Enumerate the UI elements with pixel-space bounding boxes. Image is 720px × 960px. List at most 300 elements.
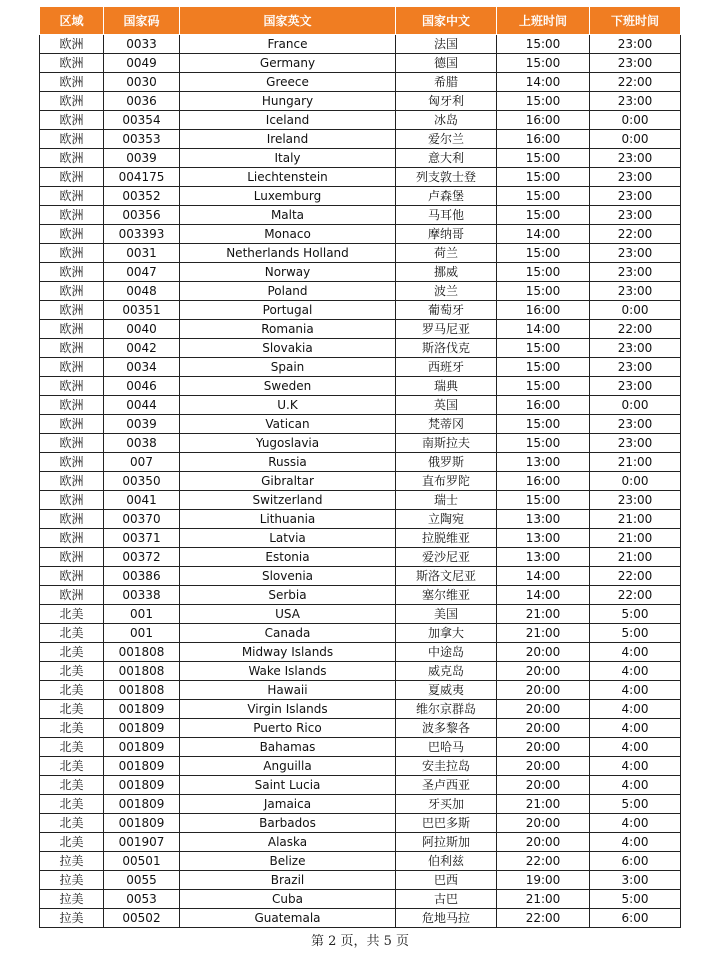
cell-country-code: 0039 [104, 415, 180, 434]
cell-country-chinese: 德国 [396, 54, 497, 73]
cell-region: 欧洲 [40, 111, 104, 130]
cell-country-chinese: 巴巴多斯 [396, 814, 497, 833]
header-country-chinese: 国家中文 [396, 7, 497, 35]
cell-end-time: 4:00 [590, 681, 681, 700]
cell-country-english: Belize [180, 852, 396, 871]
table-row [40, 187, 681, 206]
cell-end-time: 23:00 [590, 149, 681, 168]
cell-start-time: 20:00 [497, 757, 590, 776]
cell-end-time: 23:00 [590, 187, 681, 206]
table-row [40, 529, 681, 548]
cell-region: 欧洲 [40, 35, 104, 54]
cell-region: 欧洲 [40, 187, 104, 206]
cell-country-code: 004175 [104, 168, 180, 187]
cell-country-english: Midway Islands [180, 643, 396, 662]
cell-start-time: 13:00 [497, 510, 590, 529]
cell-country-english: Ireland [180, 130, 396, 149]
cell-country-chinese: 卢森堡 [396, 187, 497, 206]
table-row [40, 871, 681, 890]
cell-country-code: 001809 [104, 700, 180, 719]
cell-end-time: 4:00 [590, 643, 681, 662]
cell-country-code: 00372 [104, 548, 180, 567]
cell-country-code: 0049 [104, 54, 180, 73]
cell-country-english: Lithuania [180, 510, 396, 529]
cell-country-english: U.K [180, 396, 396, 415]
cell-country-code: 003393 [104, 225, 180, 244]
cell-country-chinese: 维尔京群岛 [396, 700, 497, 719]
table-row [40, 567, 681, 586]
table-header [40, 7, 681, 35]
cell-region: 欧洲 [40, 548, 104, 567]
cell-region: 欧洲 [40, 168, 104, 187]
cell-country-english: Estonia [180, 548, 396, 567]
cell-country-english: Hungary [180, 92, 396, 111]
cell-end-time: 22:00 [590, 320, 681, 339]
cell-country-chinese: 波兰 [396, 282, 497, 301]
cell-end-time: 23:00 [590, 282, 681, 301]
cell-start-time: 14:00 [497, 320, 590, 339]
header-country-code: 国家码 [104, 7, 180, 35]
cell-country-english: Iceland [180, 111, 396, 130]
cell-region: 欧洲 [40, 586, 104, 605]
cell-country-english: Latvia [180, 529, 396, 548]
cell-country-chinese: 斯洛伐克 [396, 339, 497, 358]
cell-end-time: 4:00 [590, 700, 681, 719]
cell-country-english: Yugoslavia [180, 434, 396, 453]
cell-end-time: 23:00 [590, 35, 681, 54]
cell-country-chinese: 波多黎各 [396, 719, 497, 738]
cell-region: 北美 [40, 738, 104, 757]
cell-country-english: Liechtenstein [180, 168, 396, 187]
cell-country-code: 001809 [104, 719, 180, 738]
cell-end-time: 21:00 [590, 510, 681, 529]
header-country-english: 国家英文 [180, 7, 396, 35]
cell-country-chinese: 罗马尼亚 [396, 320, 497, 339]
cell-country-chinese: 冰岛 [396, 111, 497, 130]
cell-country-chinese: 马耳他 [396, 206, 497, 225]
table-row [40, 681, 681, 700]
cell-end-time: 23:00 [590, 377, 681, 396]
cell-country-chinese: 美国 [396, 605, 497, 624]
page-footer: 第 2 页，共 5 页 [310, 934, 410, 949]
header-end-time: 下班时间 [590, 7, 681, 35]
cell-country-chinese: 瑞典 [396, 377, 497, 396]
cell-region: 拉美 [40, 890, 104, 909]
cell-end-time: 23:00 [590, 415, 681, 434]
cell-country-english: Gibraltar [180, 472, 396, 491]
cell-country-code: 0036 [104, 92, 180, 111]
cell-country-code: 00501 [104, 852, 180, 871]
table-row [40, 263, 681, 282]
cell-end-time: 5:00 [590, 890, 681, 909]
cell-end-time: 5:00 [590, 624, 681, 643]
table-row [40, 662, 681, 681]
cell-country-english: Puerto Rico [180, 719, 396, 738]
cell-country-code: 001 [104, 624, 180, 643]
cell-end-time: 0:00 [590, 472, 681, 491]
cell-country-english: Serbia [180, 586, 396, 605]
table-row [40, 225, 681, 244]
cell-start-time: 15:00 [497, 206, 590, 225]
cell-region: 欧洲 [40, 434, 104, 453]
cell-start-time: 20:00 [497, 814, 590, 833]
cell-country-english: Italy [180, 149, 396, 168]
cell-start-time: 15:00 [497, 358, 590, 377]
cell-start-time: 20:00 [497, 776, 590, 795]
cell-country-chinese: 俄罗斯 [396, 453, 497, 472]
cell-region: 欧洲 [40, 149, 104, 168]
cell-country-code: 0046 [104, 377, 180, 396]
cell-end-time: 0:00 [590, 301, 681, 320]
cell-country-chinese: 意大利 [396, 149, 497, 168]
cell-country-chinese: 葡萄牙 [396, 301, 497, 320]
cell-country-chinese: 爱尔兰 [396, 130, 497, 149]
cell-end-time: 5:00 [590, 795, 681, 814]
cell-country-english: France [180, 35, 396, 54]
cell-start-time: 15:00 [497, 187, 590, 206]
cell-start-time: 20:00 [497, 700, 590, 719]
cell-end-time: 0:00 [590, 111, 681, 130]
cell-end-time: 21:00 [590, 453, 681, 472]
cell-country-code: 0047 [104, 263, 180, 282]
cell-region: 欧洲 [40, 510, 104, 529]
cell-region: 欧洲 [40, 377, 104, 396]
cell-country-english: Virgin Islands [180, 700, 396, 719]
cell-start-time: 15:00 [497, 168, 590, 187]
cell-country-english: Portugal [180, 301, 396, 320]
table-row [40, 54, 681, 73]
cell-start-time: 21:00 [497, 605, 590, 624]
cell-start-time: 15:00 [497, 149, 590, 168]
table-row [40, 472, 681, 491]
cell-country-code: 001809 [104, 776, 180, 795]
cell-country-code: 001907 [104, 833, 180, 852]
cell-country-chinese: 挪威 [396, 263, 497, 282]
cell-country-code: 001809 [104, 795, 180, 814]
cell-start-time: 20:00 [497, 719, 590, 738]
cell-region: 北美 [40, 757, 104, 776]
cell-end-time: 23:00 [590, 339, 681, 358]
cell-region: 欧洲 [40, 320, 104, 339]
cell-region: 欧洲 [40, 73, 104, 92]
cell-country-english: Luxemburg [180, 187, 396, 206]
cell-end-time: 22:00 [590, 225, 681, 244]
cell-start-time: 15:00 [497, 415, 590, 434]
cell-country-code: 001809 [104, 738, 180, 757]
cell-country-chinese: 中途岛 [396, 643, 497, 662]
header-row [40, 7, 681, 35]
cell-country-chinese: 西班牙 [396, 358, 497, 377]
header-start-time: 上班时间 [497, 7, 590, 35]
cell-end-time: 4:00 [590, 833, 681, 852]
cell-end-time: 22:00 [590, 567, 681, 586]
cell-end-time: 6:00 [590, 852, 681, 871]
cell-end-time: 23:00 [590, 358, 681, 377]
cell-region: 拉美 [40, 871, 104, 890]
table-row [40, 320, 681, 339]
cell-country-english: Saint Lucia [180, 776, 396, 795]
cell-country-code: 00502 [104, 909, 180, 928]
table-row [40, 757, 681, 776]
cell-country-english: Wake Islands [180, 662, 396, 681]
cell-end-time: 23:00 [590, 434, 681, 453]
cell-end-time: 22:00 [590, 73, 681, 92]
cell-country-english: Slovakia [180, 339, 396, 358]
header-region: 区域 [40, 7, 104, 35]
cell-region: 北美 [40, 814, 104, 833]
table-row [40, 909, 681, 928]
cell-end-time: 23:00 [590, 263, 681, 282]
table-row [40, 377, 681, 396]
cell-region: 欧洲 [40, 453, 104, 472]
cell-country-chinese: 摩纳哥 [396, 225, 497, 244]
cell-region: 欧洲 [40, 282, 104, 301]
cell-country-code: 00356 [104, 206, 180, 225]
country-office-hours-table [39, 6, 681, 928]
cell-country-chinese: 圣卢西亚 [396, 776, 497, 795]
cell-start-time: 13:00 [497, 548, 590, 567]
cell-start-time: 15:00 [497, 434, 590, 453]
cell-end-time: 4:00 [590, 814, 681, 833]
cell-start-time: 20:00 [497, 662, 590, 681]
cell-country-english: Anguilla [180, 757, 396, 776]
cell-country-english: Netherlands Holland [180, 244, 396, 263]
table-row [40, 244, 681, 263]
table-row [40, 282, 681, 301]
cell-region: 北美 [40, 795, 104, 814]
cell-country-english: Slovenia [180, 567, 396, 586]
cell-start-time: 21:00 [497, 624, 590, 643]
cell-country-chinese: 瑞士 [396, 491, 497, 510]
cell-country-code: 0039 [104, 149, 180, 168]
cell-country-english: Vatican [180, 415, 396, 434]
cell-region: 欧洲 [40, 396, 104, 415]
cell-start-time: 15:00 [497, 491, 590, 510]
cell-country-chinese: 威克岛 [396, 662, 497, 681]
cell-end-time: 21:00 [590, 548, 681, 567]
cell-country-chinese: 直布罗陀 [396, 472, 497, 491]
cell-country-code: 001 [104, 605, 180, 624]
cell-end-time: 5:00 [590, 605, 681, 624]
cell-start-time: 14:00 [497, 567, 590, 586]
cell-country-code: 00351 [104, 301, 180, 320]
cell-region: 欧洲 [40, 263, 104, 282]
cell-country-chinese: 牙买加 [396, 795, 497, 814]
cell-end-time: 23:00 [590, 244, 681, 263]
cell-country-english: Poland [180, 282, 396, 301]
cell-country-code: 0038 [104, 434, 180, 453]
cell-region: 欧洲 [40, 472, 104, 491]
table-row [40, 643, 681, 662]
cell-country-code: 0053 [104, 890, 180, 909]
cell-country-code: 007 [104, 453, 180, 472]
cell-region: 拉美 [40, 909, 104, 928]
cell-country-chinese: 安圭拉岛 [396, 757, 497, 776]
cell-region: 欧洲 [40, 225, 104, 244]
cell-country-english: Canada [180, 624, 396, 643]
table-row [40, 833, 681, 852]
cell-country-chinese: 立陶宛 [396, 510, 497, 529]
cell-start-time: 21:00 [497, 795, 590, 814]
cell-region: 欧洲 [40, 491, 104, 510]
cell-end-time: 4:00 [590, 757, 681, 776]
cell-country-chinese: 夏威夷 [396, 681, 497, 700]
table-row [40, 795, 681, 814]
cell-country-code: 0042 [104, 339, 180, 358]
cell-region: 欧洲 [40, 54, 104, 73]
cell-region: 北美 [40, 833, 104, 852]
cell-region: 北美 [40, 662, 104, 681]
cell-country-code: 0031 [104, 244, 180, 263]
cell-end-time: 6:00 [590, 909, 681, 928]
cell-region: 北美 [40, 700, 104, 719]
cell-country-code: 001808 [104, 662, 180, 681]
cell-region: 欧洲 [40, 567, 104, 586]
cell-end-time: 3:00 [590, 871, 681, 890]
cell-country-code: 001808 [104, 643, 180, 662]
cell-country-code: 0041 [104, 491, 180, 510]
cell-country-english: Jamaica [180, 795, 396, 814]
cell-end-time: 22:00 [590, 586, 681, 605]
cell-country-code: 00370 [104, 510, 180, 529]
cell-end-time: 23:00 [590, 54, 681, 73]
table-row [40, 73, 681, 92]
cell-country-english: Hawaii [180, 681, 396, 700]
cell-country-code: 0033 [104, 35, 180, 54]
cell-country-english: Russia [180, 453, 396, 472]
cell-start-time: 20:00 [497, 681, 590, 700]
cell-country-code: 00352 [104, 187, 180, 206]
cell-start-time: 14:00 [497, 225, 590, 244]
cell-region: 北美 [40, 719, 104, 738]
cell-country-chinese: 塞尔维亚 [396, 586, 497, 605]
cell-region: 北美 [40, 776, 104, 795]
cell-country-english: Monaco [180, 225, 396, 244]
cell-region: 北美 [40, 624, 104, 643]
cell-country-chinese: 巴哈马 [396, 738, 497, 757]
cell-country-english: Romania [180, 320, 396, 339]
cell-country-code: 001809 [104, 757, 180, 776]
cell-end-time: 0:00 [590, 396, 681, 415]
cell-country-code: 001808 [104, 681, 180, 700]
cell-start-time: 19:00 [497, 871, 590, 890]
cell-start-time: 14:00 [497, 73, 590, 92]
cell-start-time: 15:00 [497, 244, 590, 263]
cell-country-english: Germany [180, 54, 396, 73]
table-row [40, 890, 681, 909]
cell-region: 欧洲 [40, 529, 104, 548]
table-row [40, 358, 681, 377]
cell-country-code: 00350 [104, 472, 180, 491]
cell-country-code: 00386 [104, 567, 180, 586]
cell-country-english: Alaska [180, 833, 396, 852]
cell-country-code: 001809 [104, 814, 180, 833]
table-row [40, 301, 681, 320]
table-row [40, 548, 681, 567]
table-row [40, 434, 681, 453]
cell-country-chinese: 法国 [396, 35, 497, 54]
cell-country-english: Barbados [180, 814, 396, 833]
cell-end-time: 23:00 [590, 491, 681, 510]
cell-country-chinese: 拉脱维亚 [396, 529, 497, 548]
cell-country-chinese: 加拿大 [396, 624, 497, 643]
cell-end-time: 0:00 [590, 130, 681, 149]
cell-start-time: 14:00 [497, 586, 590, 605]
cell-country-english: Switzerland [180, 491, 396, 510]
cell-start-time: 15:00 [497, 35, 590, 54]
cell-country-english: USA [180, 605, 396, 624]
cell-country-chinese: 荷兰 [396, 244, 497, 263]
cell-country-english: Guatemala [180, 909, 396, 928]
cell-start-time: 13:00 [497, 529, 590, 548]
table-row [40, 149, 681, 168]
cell-country-code: 0030 [104, 73, 180, 92]
cell-end-time: 23:00 [590, 206, 681, 225]
cell-country-code: 0044 [104, 396, 180, 415]
cell-start-time: 13:00 [497, 453, 590, 472]
cell-start-time: 16:00 [497, 111, 590, 130]
cell-country-english: Greece [180, 73, 396, 92]
table-row [40, 700, 681, 719]
table-row [40, 510, 681, 529]
table-row [40, 206, 681, 225]
cell-country-chinese: 南斯拉夫 [396, 434, 497, 453]
cell-country-chinese: 危地马拉 [396, 909, 497, 928]
table-row [40, 605, 681, 624]
cell-country-code: 0055 [104, 871, 180, 890]
cell-end-time: 4:00 [590, 738, 681, 757]
cell-country-chinese: 梵蒂冈 [396, 415, 497, 434]
cell-country-english: Sweden [180, 377, 396, 396]
cell-region: 欧洲 [40, 92, 104, 111]
cell-country-chinese: 英国 [396, 396, 497, 415]
cell-start-time: 16:00 [497, 301, 590, 320]
cell-start-time: 22:00 [497, 909, 590, 928]
cell-region: 欧洲 [40, 206, 104, 225]
table-row [40, 719, 681, 738]
cell-country-chinese: 爱沙尼亚 [396, 548, 497, 567]
cell-start-time: 15:00 [497, 377, 590, 396]
cell-start-time: 20:00 [497, 643, 590, 662]
table-row [40, 130, 681, 149]
cell-country-code: 00338 [104, 586, 180, 605]
table-row [40, 453, 681, 472]
cell-country-code: 0048 [104, 282, 180, 301]
table-row [40, 111, 681, 130]
table-row [40, 415, 681, 434]
table-row [40, 624, 681, 643]
cell-end-time: 4:00 [590, 662, 681, 681]
cell-start-time: 16:00 [497, 130, 590, 149]
table-row [40, 814, 681, 833]
cell-country-code: 0040 [104, 320, 180, 339]
cell-region: 欧洲 [40, 415, 104, 434]
cell-start-time: 16:00 [497, 472, 590, 491]
cell-country-chinese: 古巴 [396, 890, 497, 909]
cell-country-chinese: 匈牙利 [396, 92, 497, 111]
cell-region: 北美 [40, 605, 104, 624]
cell-end-time: 21:00 [590, 529, 681, 548]
cell-end-time: 4:00 [590, 776, 681, 795]
table-row [40, 776, 681, 795]
table-body [40, 35, 681, 928]
cell-end-time: 4:00 [590, 719, 681, 738]
cell-start-time: 15:00 [497, 92, 590, 111]
cell-country-english: Malta [180, 206, 396, 225]
cell-start-time: 21:00 [497, 890, 590, 909]
cell-region: 欧洲 [40, 301, 104, 320]
cell-start-time: 15:00 [497, 263, 590, 282]
